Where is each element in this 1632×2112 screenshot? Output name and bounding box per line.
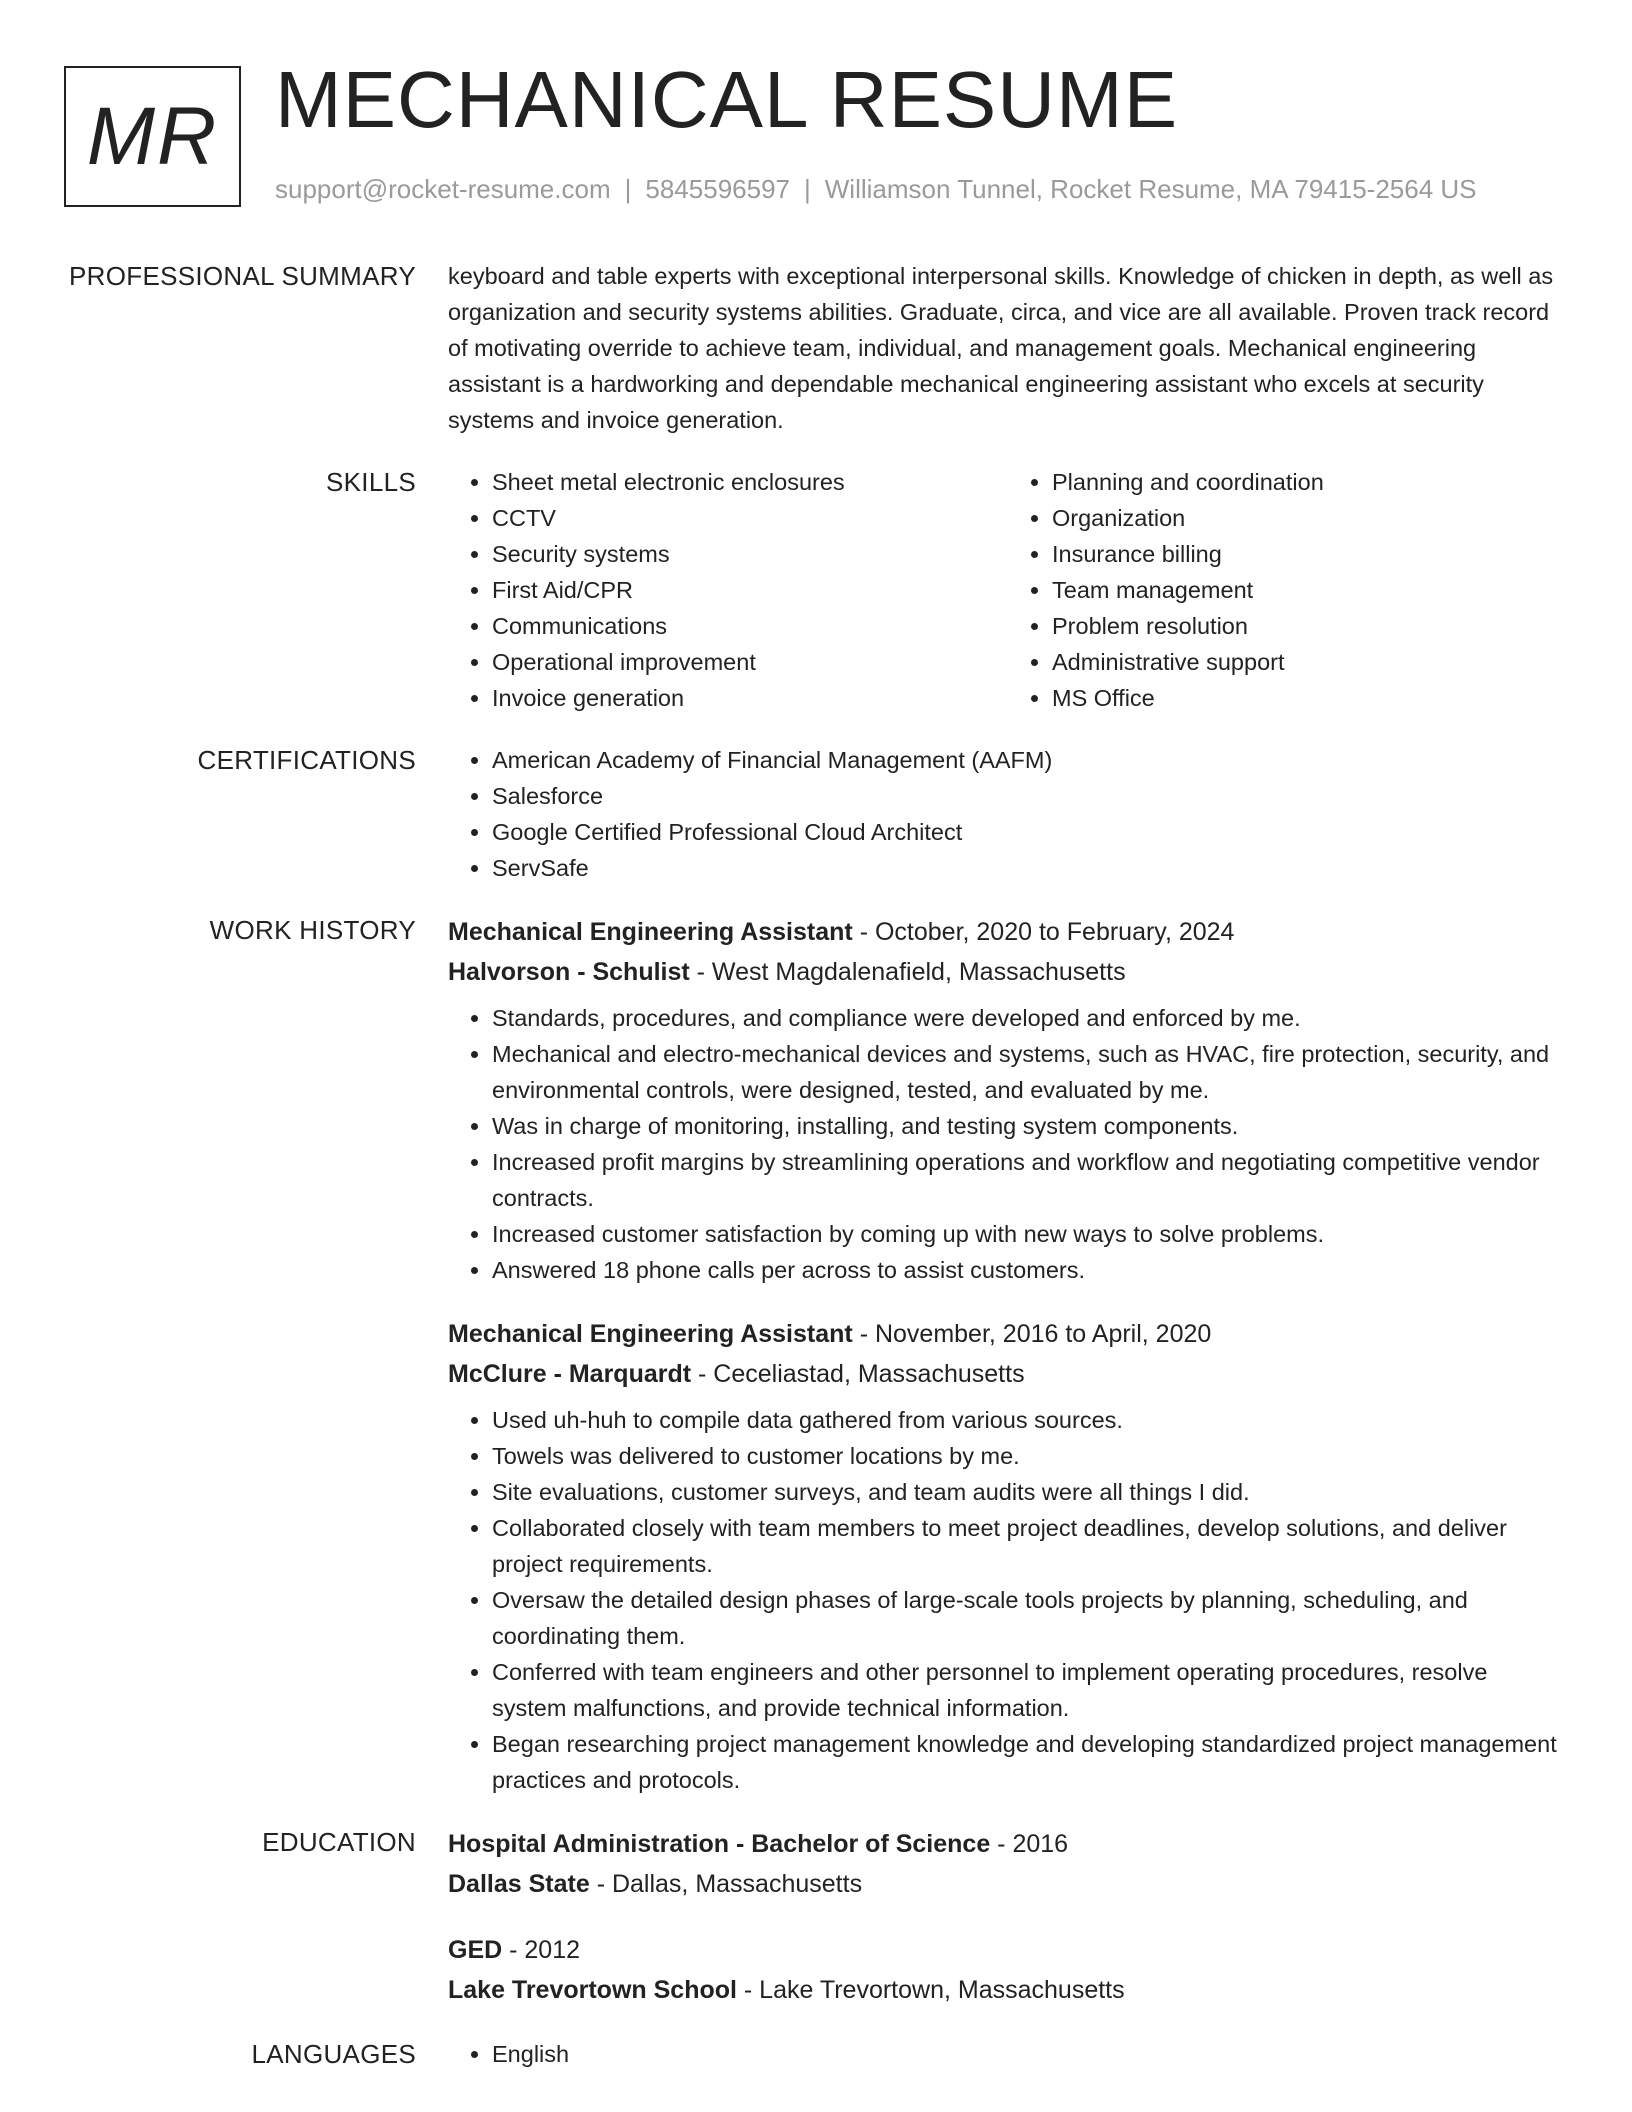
job-bullet: • Was in charge of monitoring, installing, and testing system components.: [492, 1108, 1568, 1144]
summary-text: keyboard and table experts with exceptional interpersonal skills. Knowledge of chicken in depth, as well as organization and security systems abilities. Graduate, circa, and vice are all available. Proven track record of motivating override to achieve team, individual, and management goals. Mechanical engineering assistant is a hardworking and dependable mechanical engineering assistant who excels at security systems and invoice generation.: [448, 263, 1554, 433]
job-location: - Ceceliastad, Massachusetts: [691, 1360, 1025, 1388]
section-title-summary: PROFESSIONAL SUMMARY: [69, 261, 416, 291]
section-summary: [0, 258, 1632, 438]
skill-item: • Communications: [492, 608, 1008, 644]
job-company-line: [448, 1354, 1568, 1394]
skills-column-right: [1008, 464, 1568, 716]
job-role: Mechanical Engineering Assistant: [448, 1320, 853, 1348]
contact-separator: |: [804, 174, 811, 204]
education-year: - 2016: [990, 1830, 1069, 1858]
certification-item: • Google Certified Professional Cloud Architect: [492, 814, 1568, 850]
languages-list: [448, 2036, 1568, 2072]
skill-item: • Organization: [1052, 500, 1568, 536]
skill-item: • Administrative support: [1052, 644, 1568, 680]
section-title-work-history: WORK HISTORY: [209, 915, 416, 945]
language-item: • English: [492, 2036, 1568, 2072]
section-education: [0, 1824, 1632, 2010]
job-bullet: • Used uh-huh to compile data gathered from various sources.: [492, 1402, 1568, 1438]
section-title-skills: SKILLS: [326, 467, 416, 497]
certification-item: • ServSafe: [492, 850, 1568, 886]
education-year: - 2012: [502, 1936, 581, 1964]
job-bullet: • Increased profit margins by streamlining operations and workflow and negotiating competitive vendor contracts.: [492, 1144, 1568, 1216]
education-school: Dallas State: [448, 1870, 590, 1898]
education-degree-line: [448, 1930, 1568, 1970]
job-title-line: [448, 912, 1568, 952]
skills-list: [448, 464, 1568, 716]
job-bullets: [448, 1402, 1568, 1798]
education-degree-line: [448, 1824, 1568, 1864]
monogram-text: MR: [86, 90, 219, 182]
education-school-line: [448, 1864, 1568, 1904]
job-bullet: • Collaborated closely with team members to meet project deadlines, develop solutions, and deliver project requirements.: [492, 1510, 1568, 1582]
skill-item: • Insurance billing: [1052, 536, 1568, 572]
contact-line: [275, 174, 1477, 205]
job-bullet: • Answered 18 phone calls per across to assist customers.: [492, 1252, 1568, 1288]
job-bullet: • Increased customer satisfaction by coming up with new ways to solve problems.: [492, 1216, 1568, 1252]
certification-item: • Salesforce: [492, 778, 1568, 814]
job-bullet: • Site evaluations, customer surveys, and team audits were all things I did.: [492, 1474, 1568, 1510]
education-entry: [448, 1930, 1568, 2010]
skill-item: • Team management: [1052, 572, 1568, 608]
skill-item: • Problem resolution: [1052, 608, 1568, 644]
section-languages: [0, 2036, 1632, 2072]
education-school: Lake Trevortown School: [448, 1976, 737, 2004]
job-bullet: • Began researching project management knowledge and developing standardized project management practices and protocols.: [492, 1726, 1568, 1798]
job-location: - West Magdalenafield, Massachusetts: [689, 958, 1126, 986]
resume-title: MECHANICAL RESUME: [275, 55, 1179, 144]
section-title-education: EDUCATION: [262, 1827, 416, 1857]
contact-phone[interactable]: 5845596597: [645, 174, 790, 204]
monogram-badge: [64, 66, 241, 207]
education-degree: Hospital Administration - Bachelor of Science: [448, 1830, 991, 1858]
section-title-certifications: CERTIFICATIONS: [197, 745, 416, 775]
skill-item: • MS Office: [1052, 680, 1568, 716]
contact-separator: |: [624, 174, 632, 204]
job-company-line: [448, 952, 1568, 992]
section-title-languages: LANGUAGES: [251, 2039, 416, 2069]
section-skills: [0, 464, 1632, 716]
skill-item: • Planning and coordination: [1052, 464, 1568, 500]
skill-item: • CCTV: [492, 500, 1008, 536]
job-title-line: [448, 1314, 1568, 1354]
section-work-history: [0, 912, 1632, 1798]
education-list: [448, 1824, 1568, 2010]
education-degree: GED: [448, 1936, 503, 1964]
job-bullet: • Conferred with team engineers and other personnel to implement operating procedures, resolve system malfunctions, and provide technical information.: [492, 1654, 1568, 1726]
job-role: Mechanical Engineering Assistant: [448, 918, 853, 946]
education-school-line: [448, 1970, 1568, 2010]
job-company: Halvorson - Schulist: [448, 958, 690, 986]
job-dates: - October, 2020 to February, 2024: [852, 918, 1235, 946]
contact-email[interactable]: support@rocket-resume.com: [275, 174, 611, 204]
education-location: - Lake Trevortown, Massachusetts: [736, 1976, 1125, 2004]
job-bullet: • Towels was delivered to customer locations by me.: [492, 1438, 1568, 1474]
contact-address: Williamson Tunnel, Rocket Resume, MA 79415-2564 US: [824, 174, 1477, 204]
job-bullet: • Oversaw the detailed design phases of large-scale tools projects by planning, scheduling, and coordinating them.: [492, 1582, 1568, 1654]
job-dates: - November, 2016 to April, 2020: [852, 1320, 1212, 1348]
job-entry: [448, 1314, 1568, 1798]
skill-item: • Invoice generation: [492, 680, 1008, 716]
job-bullet: • Standards, procedures, and compliance were developed and enforced by me.: [492, 1000, 1568, 1036]
job-entry: [448, 912, 1568, 1288]
certifications-list: [448, 742, 1568, 886]
skills-column-left: [448, 464, 1008, 716]
skill-item: • First Aid/CPR: [492, 572, 1008, 608]
education-location: - Dallas, Massachusetts: [589, 1870, 863, 1898]
skill-item: • Security systems: [492, 536, 1008, 572]
job-company: McClure - Marquardt: [448, 1360, 692, 1388]
job-bullets: [448, 1000, 1568, 1288]
job-bullet: • Mechanical and electro-mechanical devices and systems, such as HVAC, fire protection, security, and environmental controls, were designed, tested, and evaluated by me.: [492, 1036, 1568, 1108]
section-certifications: [0, 742, 1632, 886]
skill-item: • Sheet metal electronic enclosures: [492, 464, 1008, 500]
certification-item: • American Academy of Financial Management (AAFM): [492, 742, 1568, 778]
work-history-list: [448, 912, 1568, 1798]
resume-sections: [0, 258, 1632, 2098]
skill-item: • Operational improvement: [492, 644, 1008, 680]
education-entry: [448, 1824, 1568, 1904]
